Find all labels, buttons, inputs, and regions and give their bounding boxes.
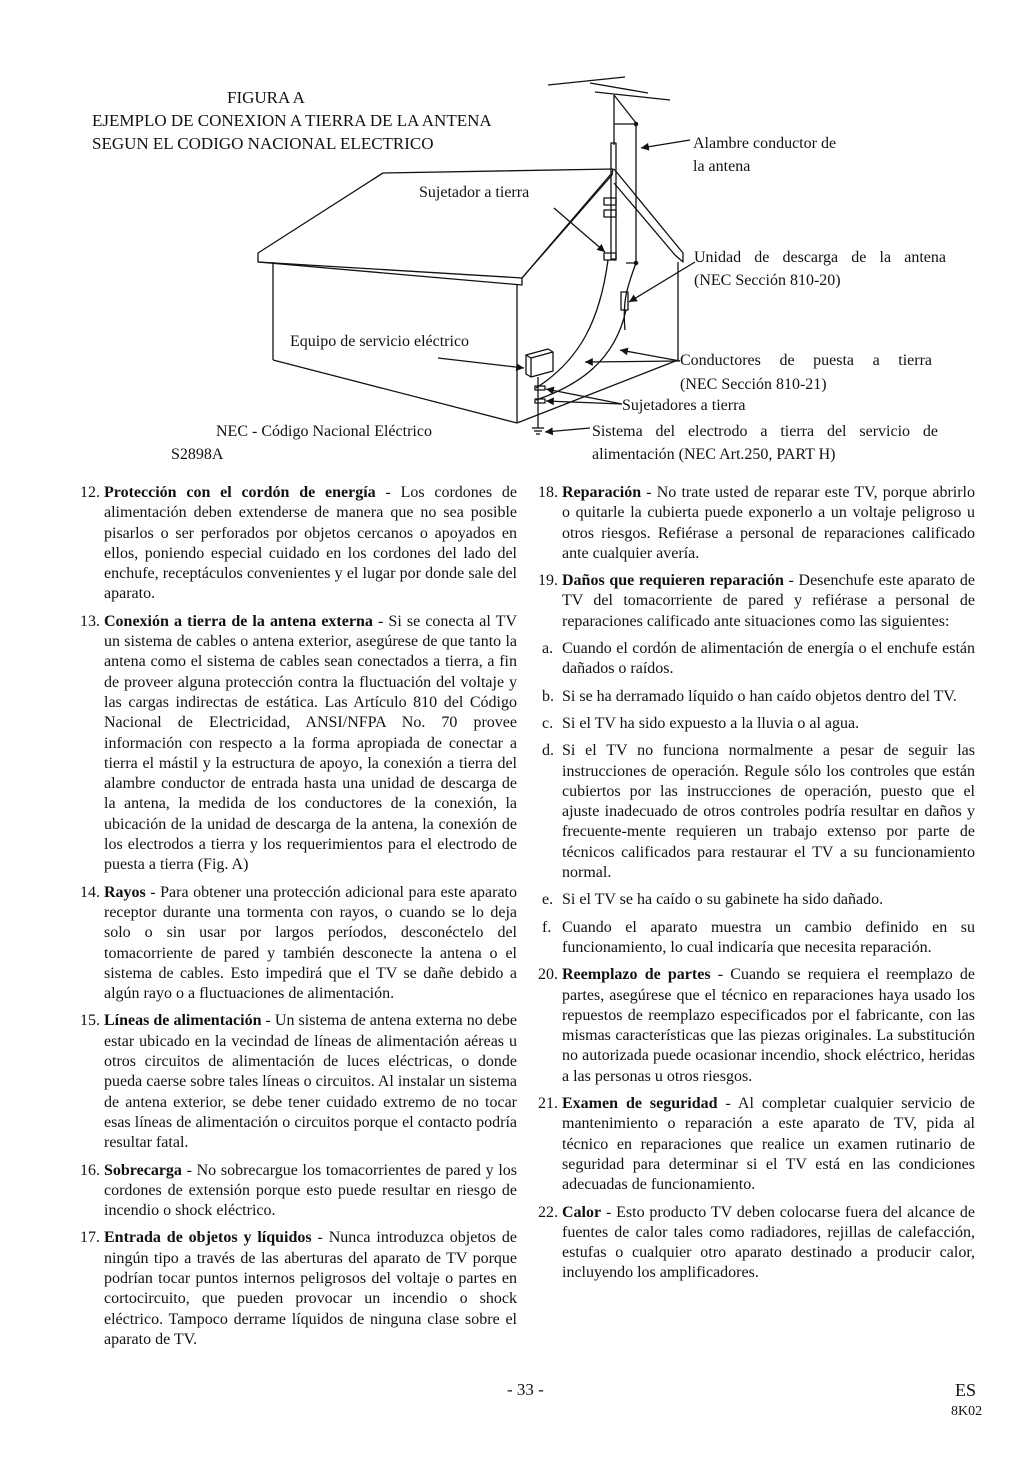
label-electrode-system: Sistema del electrodo a tierra del servicio de [592,423,938,440]
mast-icon [604,143,616,260]
list-item: 13. Conexión a tierra de la antena externa - Si se conecta al TV un sistema de cables o antena exterior, asegúrese de que tanto la antena como el sistema de cables sean conectados a tierra, a fin de proveer alguna protección contra la fluctuación del voltaje y las cargas indirectas de estática. Las Artículo 810 del Código Nacional de Electricidad, ANSI/NFPA No. 70 provee información con respecto a la forma apropiada de conectar a tierra el mástil y la estructura de apoyo, la conexión a tierra del alambre conductor de entrada hasta una unidad de descarga de la antena, la medida de los conductores de la conexión, la ubicación de la unidad de descarga de la antena, la conexión de los electrodos a tierra y los requerimientos para el electrodo de puesta a tierra (Fig. A) [80,612,518,874]
label-grounding-conductors: Conductores de puesta a tierra [680,352,932,369]
list-item: 16. Sobrecarga - No sobrecargue los tomacorrientes de pared y los cordones de extensión porque esto puede resultar en riesgo de incendio o shock eléctrico. [80,1161,517,1220]
list-item: 22. Calor - Esto producto TV deben colocarse fuera del alcance de fuentes de calor tales como radiadores, rejillas de calefacción, estufas o cualquier otro aparato destinado a producir calor, incluyendo los amplificadores. [538,1203,975,1282]
arrow-grounding-conductor-2 [585,361,680,362]
ground-symbol-icon [532,428,544,434]
sub-list-item: b. Si se ha derramado líquido o han caído objetos dentro del TV. [542,687,957,705]
label-antenna-lead: Alambre conductor de [693,135,837,152]
left-column [80,483,517,1357]
list-item: 14. Rayos - Para obtener una protección adicional para este aparato receptor durante una tormenta con rayos, o cuando se lo deja solo o sin usar por largos períodos, desconéctelo del tomacorriente de pared y también desconecte la antena o el sistema de cables. Esto impedirá que el TV se dañe debido a algún rayo o a fluctuaciones de alimentación. [80,883,517,1003]
sub-list-item: d. Si el TV no funciona normalmente a pesar de seguir las instrucciones de operación. Regule sólo los controles que están cubiertos por las instrucciones de operación, puesto que el ajuste inadecuado de otros controles podría resultar en daños y frecuente-mente requieren un trabajo extenso por parte de técnicos calificados para restaurar el TV a su funcionamiento normal. [542,742,975,882]
list-item: 18. Reparación - No trate usted de reparar este TV, porque abrirlo o quitarle la cubierta puede exponerlo a un voltaje peligroso u otros riesgos. Refiérase a personal de reparaciones calificado ante cualquier avería. [538,484,975,562]
antenna-grounding-diagram [0,0,1031,470]
label-grounding-conductors-ref: (NEC Sección 810-21) [680,376,827,393]
arrow-ground-clamp [554,208,605,252]
right-column [538,483,975,1291]
list-item: 17. Entrada de objetos y líquidos - Nunca introduzca objetos de ningún tipo a través de las aberturas del aparato de TV porque podrían tocar puntos internos peligrosos del voltaje o partes en cortocircuito, que pueden provocar un incendio o shock eléctrico. Tampoco derrame líquidos de ninguna clase sobre el aparato de TV. [80,1229,517,1348]
house-icon [258,169,683,423]
list-item: 21. Examen de seguridad - Al completar cualquier servicio de mantenimiento o reparación a este aparato de TV, pida al técnico en reparaciones que realice un examen rutinario de seguridad para determinar si el TV está en las condiciones adecuadas de funcionamiento. [538,1095,976,1194]
figure-label: FIGURA A [227,88,305,107]
list-item: 19. Daños que requieren reparación - Desenchufe este aparato de TV del tomacorriente de pared y refiérase a personal de reparaciones calificado ante situaciones como las siguientes: [538,572,975,630]
sub-list-item: f. Cuando el aparato muestra un cambio definido en su funcionamiento, lo cual indicaría que necesita reparación. [542,918,975,956]
label-ground-clamp: Sujetador a tierra [419,184,530,201]
arrow-grounding-conductor-1 [620,350,680,361]
doc-code: 8K02 [951,1404,983,1419]
list-item: 15. Líneas de alimentación - Un sistema de antena externa no debe estar ubicado en la vecindad de líneas de alimentación aéreas u otros circuitos de alimentación de luces eléctricas, o donde pueda caerse sobre tales líneas o circuitos. Al instalar un sistema de antena exterior, se debe tener cuidado extremo de no tocar esas líneas de alimentación o circuitos porque el contacto podría resultar fatal. [80,1012,517,1152]
label-electrode-system-ref: alimentación (NEC Art.250, PART H) [592,446,836,463]
grounding-conductor [536,260,608,388]
list-item: 12. Protección con el cordón de energía - Los cordones de alimentación deben extenderse de manera que no sea posible pisarlos o ser perforados por objetos cercanos o apoyados en ellos, poniendo especial cuidado en los cordones del lado del enchufe, receptáculos convenientes y el lugar por donde sale del aparato. [80,484,518,603]
label-service-equipment: Equipo de servicio eléctrico [290,333,470,350]
arrow-electrode-system [545,428,590,432]
figure-title: EJEMPLO DE CONEXION A TIERRA DE LA ANTENA [92,111,492,130]
antenna-icon [548,77,670,145]
label-antenna-lead-2: la antena [693,158,751,175]
figure-code: S2898A [171,446,224,463]
label-discharge-unit: Unidad de descarga de la antena [694,249,946,266]
arrow-service-equipment [438,358,524,368]
sub-list-item: e. Si el TV se ha caído o su gabinete ha sido dañado. [542,891,884,909]
sub-list-item: c. Si el TV ha sido expuesto a la lluvia o al agua. [542,714,860,732]
service-equipment-icon [526,349,553,377]
language-code: ES [955,1380,977,1400]
nec-note: NEC - Código Nacional Eléctrico [216,423,432,440]
sub-list-item: a. Cuando el cordón de alimentación de energía o el enchufe están dañados o raídos. [542,640,975,678]
label-ground-clamps: Sujetadores a tierra [622,397,746,414]
arrow-antenna-lead [641,140,690,148]
arrow-discharge-unit [629,262,695,302]
figure-subtitle: SEGUN EL CODIGO NACIONAL ELECTRICO [92,134,434,153]
label-discharge-unit-ref: (NEC Sección 810-20) [694,272,841,289]
list-item: 20. Reemplazo de partes - Cuando se requiera el reemplazo de partes, asegúrese que el técnico en reparaciones haya usado los repuestos de reemplazo especificados por el fabricante, con las mismas características que las piezas originales. La substitución no autorizada puede ocasionar incendio, shock eléctrico, heridas a las personas u otros riesgos. [538,966,976,1085]
page-number: - 33 - [507,1380,544,1399]
